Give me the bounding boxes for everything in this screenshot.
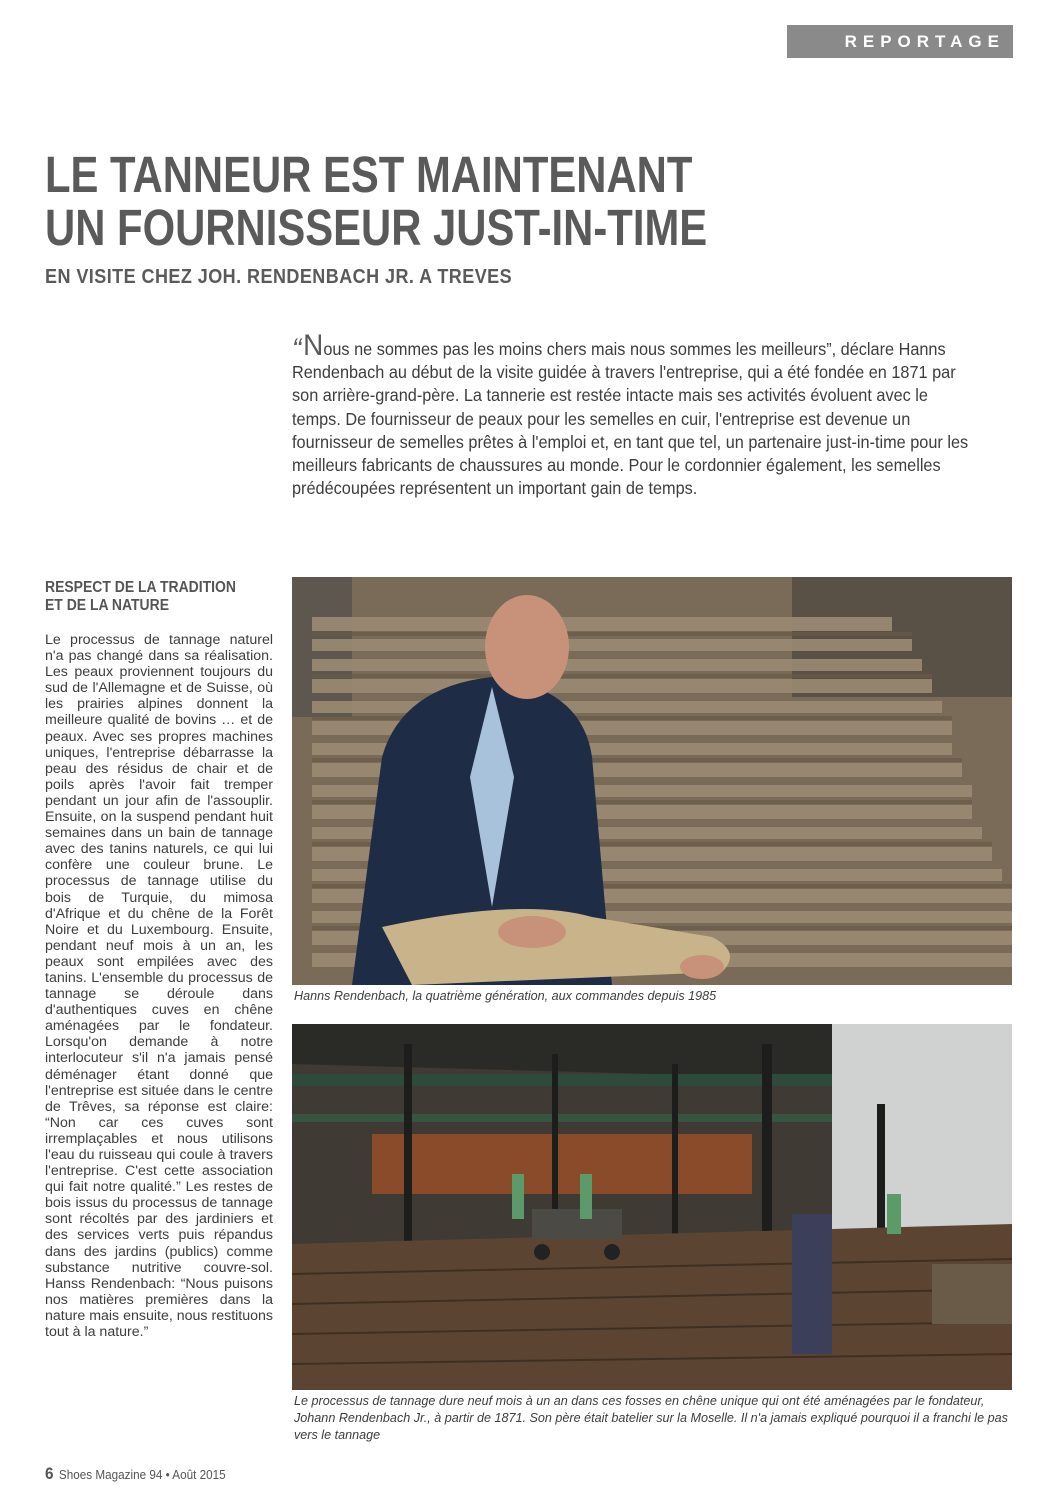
column-body <box>45 632 273 1340</box>
column-heading-line-1: RESPECT DE LA TRADITION <box>45 579 236 596</box>
drop-letter: N <box>303 329 324 362</box>
tannery-photo <box>292 1024 1012 1390</box>
lead-paragraph <box>292 329 982 500</box>
column-text: Le processus de tannage naturel n'a pas changé dans sa réalisation. Les peaux proviennent toujours du sud de l'Allemagne et de Suisse, où les prairies alpines donnent la meilleure qualité de bovins … et de peaux. Avec ses propres machines uniques, l'entreprise débarrasse la peau des résidus de chair et de poils après l'avoir fait tremper pendant un jour afin de l'assouplir. Ensuite, on la suspend pendant huit semaines dans un bain de tannage avec des tanins naturels, ce qui lui confère une couleur brune. Le processus de tannage utilise du bois de Turquie, du mimosa d'Afrique et du chêne de la Forêt Noire et du Luxembourg. Ensuite, pendant neuf mois à un an, les peaux sont empilées avec des tanins. L'ensemble du processus de tannage se déroule dans d'authentiques cuves en chêne aménagées par le fondateur. Lorsqu'on demande à notre interlocuteur s'il n'a jamais pensé déménager étant donné que l'entreprise est située dans le centre de Trêves, sa réponse est claire: “Non car ces cuves sont irremplaçables et nous utilisons l'eau du ruisseau qui coule à travers l'entreprise. C'est cette association qui fait notre qualité.” Les restes de bois issus du processus de tannage sont récoltés par des jardiniers et des services verts puis répandus dans des jardins (publics) comme substance nutritive couvre-sol. Hanss Rendenbach: “Nous puisons nos matières premières dans la nature mais ensuite, nous restituons tout à la nature.” <box>45 632 273 1341</box>
tannery-photo-illustration <box>292 1024 1012 1390</box>
portrait-photo <box>292 577 1012 985</box>
lead-text: ous ne sommes pas les moins chers mais nous sommes les meilleurs”, déclare Hanns Rendenbach au début de la visite guidée à travers l'entreprise, qui a été fondée en 1871 par son arrière-grand-père. La tannerie est restée intacte mais ses activités évoluent avec le temps. De fournisseur de peaux pour les semelles en cuir, l'entreprise est devenue un fournisseur de semelles prêtes à l'emploi et, en tant que tel, un partenaire just-in-time pour les meilleurs fabricants de chaussures au monde. Pour le cordonnier également, les semelles prédécoupées représentent un important gain de temps. <box>292 339 969 499</box>
portrait-photo-illustration <box>292 577 1012 985</box>
column-heading <box>45 579 261 615</box>
article-title <box>45 146 708 256</box>
title-line-1: LE TANNEUR EST MAINTENANT <box>45 146 693 203</box>
title-line-2: UN FOURNISSEUR JUST-IN-TIME <box>45 199 708 256</box>
open-quote-mark: “ <box>292 333 302 366</box>
section-label: REPORTAGE <box>787 25 1013 58</box>
publication-info: Shoes Magazine 94 • Août 2015 <box>58 1467 226 1482</box>
column-heading-line-2: ET DE LA NATURE <box>45 597 170 614</box>
article-subtitle: EN VISITE CHEZ JOH. RENDENBACH JR. A TREVES <box>45 266 513 288</box>
page-footer <box>45 1464 226 1484</box>
tannery-photo-caption: Le processus de tannage dure neuf mois à un an dans ces fosses en chêne unique qui ont été aménagées par le fondateur, Johann Rendenbach Jr., à partir de 1871. Son père était batelier sur la Moselle. Il n'a jamais expliqué pourquoi il a franchi le pas vers le tannage <box>294 1394 1008 1442</box>
page-number: 6 <box>45 1464 54 1483</box>
portrait-photo-caption: Hanns Rendenbach, la quatrième génération, aux commandes depuis 1985 <box>294 989 717 1003</box>
